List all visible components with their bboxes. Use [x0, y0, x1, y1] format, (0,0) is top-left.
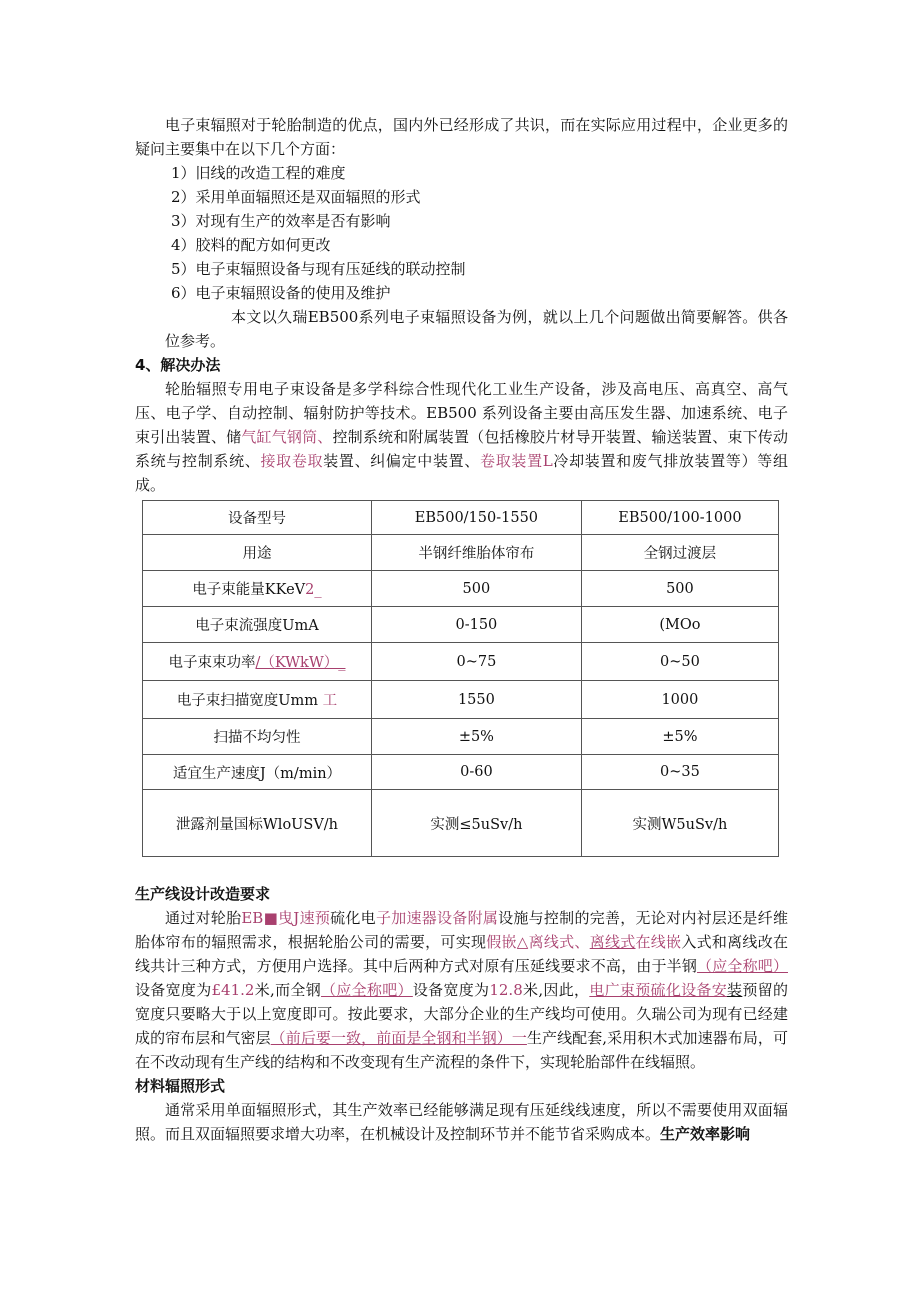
text: 电子束束功率: [168, 655, 256, 671]
comment-text: 接取卷取: [260, 452, 324, 470]
comment-text: 子加速器设备附属: [375, 909, 499, 927]
text: 米,而全钢: [254, 981, 322, 999]
cell: 实测W5uSv/h: [581, 790, 778, 857]
text: 轮胎辐照专用电子束设备是多学科综合性现代化工业生产设备，涉及高电压、高真空、高气压、电子学、自动控制、辐射防护等技术。EB500 系列设备主要由高压发生器、加速系统、电子束引出装置、储: [135, 380, 788, 446]
cell: 实测≤5uSv/h: [371, 790, 581, 857]
cell: 泄露剂量国标WloUSV/h: [143, 790, 372, 857]
text: 预留的宽度只要略大于以上宽度即可。按此要求，大部分企业的生产线均可使用。久瑞公司为现有已经建成的帘布层和气密层: [135, 981, 788, 1047]
cell: 适宜生产速度J（m/min）: [143, 755, 372, 790]
table-row: [143, 607, 779, 643]
cell: 用途: [143, 535, 372, 571]
text: 设施与控制的完善，无论对内衬层还是纤维胎体帘布的辐照需求，根据轮胎公司的需要，可实现: [135, 909, 788, 951]
table-row: [143, 790, 779, 857]
text: 设备宽度为: [412, 981, 490, 999]
text: 电子束能量KKeV: [192, 582, 306, 598]
cell: 0~75: [371, 643, 581, 681]
comment-text: 卷取装置L: [480, 452, 553, 470]
cell: 1000: [581, 681, 778, 719]
section-heading: 生产效率影响: [660, 1125, 751, 1143]
list-item: 6）电子束辐照设备的使用及维护: [171, 284, 391, 302]
table-row: [143, 719, 779, 755]
cell: (MOo: [581, 607, 778, 643]
cell: 0~35: [581, 755, 778, 790]
cell: EB500/100-1000: [581, 501, 778, 535]
table-row: [143, 643, 779, 681]
spec-table: [142, 500, 779, 857]
text: 入式和离线改在线共计三种方式，方便用户选择。其中后两种方式对原有压延线要求不高，由于半钢: [135, 933, 788, 975]
cell: 0-60: [371, 755, 581, 790]
text: 装: [727, 981, 743, 999]
intro-paragraph: 电子束辐照对于轮胎制造的优点，国内外已经形成了共识，而在实际应用过程中，企业更多的疑问主要集中在以下几个方面：: [135, 116, 788, 158]
table-row: [143, 681, 779, 719]
comment-text: 气缸气钢筒、: [241, 428, 333, 446]
section-heading: 4、解决办法: [135, 356, 221, 374]
text: 装置、纠偏定中装置、: [323, 452, 481, 470]
list-item: 3）对现有生产的效率是否有影响: [171, 212, 391, 230]
production-line-section: [135, 882, 788, 1146]
cell: 全钢过渡层: [581, 535, 778, 571]
table-row: [143, 535, 779, 571]
comment-text: 2_: [305, 582, 322, 598]
comment-text: 离线式: [589, 933, 636, 951]
intro-section: [135, 113, 788, 497]
cell: [143, 571, 372, 607]
list-item: 2）采用单面辐照还是双面辐照的形式: [171, 188, 421, 206]
comment-text: （前后要一致，前面是全钢和半钢）一: [270, 1029, 527, 1047]
text: 冷却装置和废气排放装置等）等组成。: [135, 452, 788, 494]
comment-text: 在线嵌: [635, 933, 682, 951]
cell: ±5%: [581, 719, 778, 755]
list-item: 1）旧线的改造工程的难度: [171, 164, 346, 182]
list-item: 5）电子束辐照设备与现有压延线的联动控制: [171, 260, 466, 278]
text: 米,因此，: [522, 981, 590, 999]
cell: 设备型号: [143, 501, 372, 535]
table-row: [143, 501, 779, 535]
cell: [143, 681, 372, 719]
list-item: 4）胶料的配方如何更改: [171, 236, 331, 254]
comment-text: £41.2: [211, 981, 255, 999]
table-row: [143, 571, 779, 607]
text: 生产线配套,采用积木式加速器布局，可在不改动现有生产线的结构和不改变现有生产流程的条件下，实现轮胎部件在线辐照。: [135, 1029, 788, 1071]
comment-text: EB■曳J速预: [241, 909, 331, 927]
paragraph: [135, 1098, 788, 1146]
comment-text: 12.8: [489, 981, 523, 999]
section-heading: 生产线设计改造要求: [135, 885, 271, 903]
cell: 1550: [371, 681, 581, 719]
cell: 500: [581, 571, 778, 607]
text: 控制系统和附属装置（包括橡胶片材导开装置、输送装置、束下传动系统与控制系统、: [135, 428, 788, 470]
cell: [143, 643, 372, 681]
comment-text: 电广束预硫化设备安: [589, 981, 728, 999]
comment-text: 工: [322, 693, 338, 709]
paragraph: [135, 906, 788, 1074]
comment-text: 假嵌△离线式、: [486, 933, 590, 951]
cell: EB500/150-1550: [371, 501, 581, 535]
comment-text: （应全称吧）: [697, 957, 788, 975]
section-heading: 材料辐照形式: [135, 1077, 226, 1095]
comment-text: /（KWkW）_: [255, 655, 346, 671]
cell: 电子束流强度UmA: [143, 607, 372, 643]
table-row: [143, 755, 779, 790]
cell: 扫描不均匀性: [143, 719, 372, 755]
cell: ±5%: [371, 719, 581, 755]
text: 通常采用单面辐照形式，其生产效率已经能够满足现有压延线线速度，所以不需要使用双面辐照。而且双面辐照要求增大功率，在机械设计及控制环节并不能节省采购成本。: [135, 1101, 788, 1143]
text: 电子束扫描宽度Umm: [176, 693, 319, 709]
intro-paragraph-2: 本文以久瑞EB500系列电子束辐照设备为例，就以上几个问题做出简要解答。供各位参考。: [165, 308, 788, 350]
text: 通过对轮胎: [165, 909, 242, 927]
cell: 半钢纤维胎体帘布: [371, 535, 581, 571]
text: 设备宽度为: [135, 981, 212, 999]
paragraph: [135, 377, 788, 497]
cell: 500: [371, 571, 581, 607]
comment-text: （应全称吧）: [321, 981, 413, 999]
cell: 0~50: [581, 643, 778, 681]
text: 硫化电: [330, 909, 376, 927]
cell: 0-150: [371, 607, 581, 643]
